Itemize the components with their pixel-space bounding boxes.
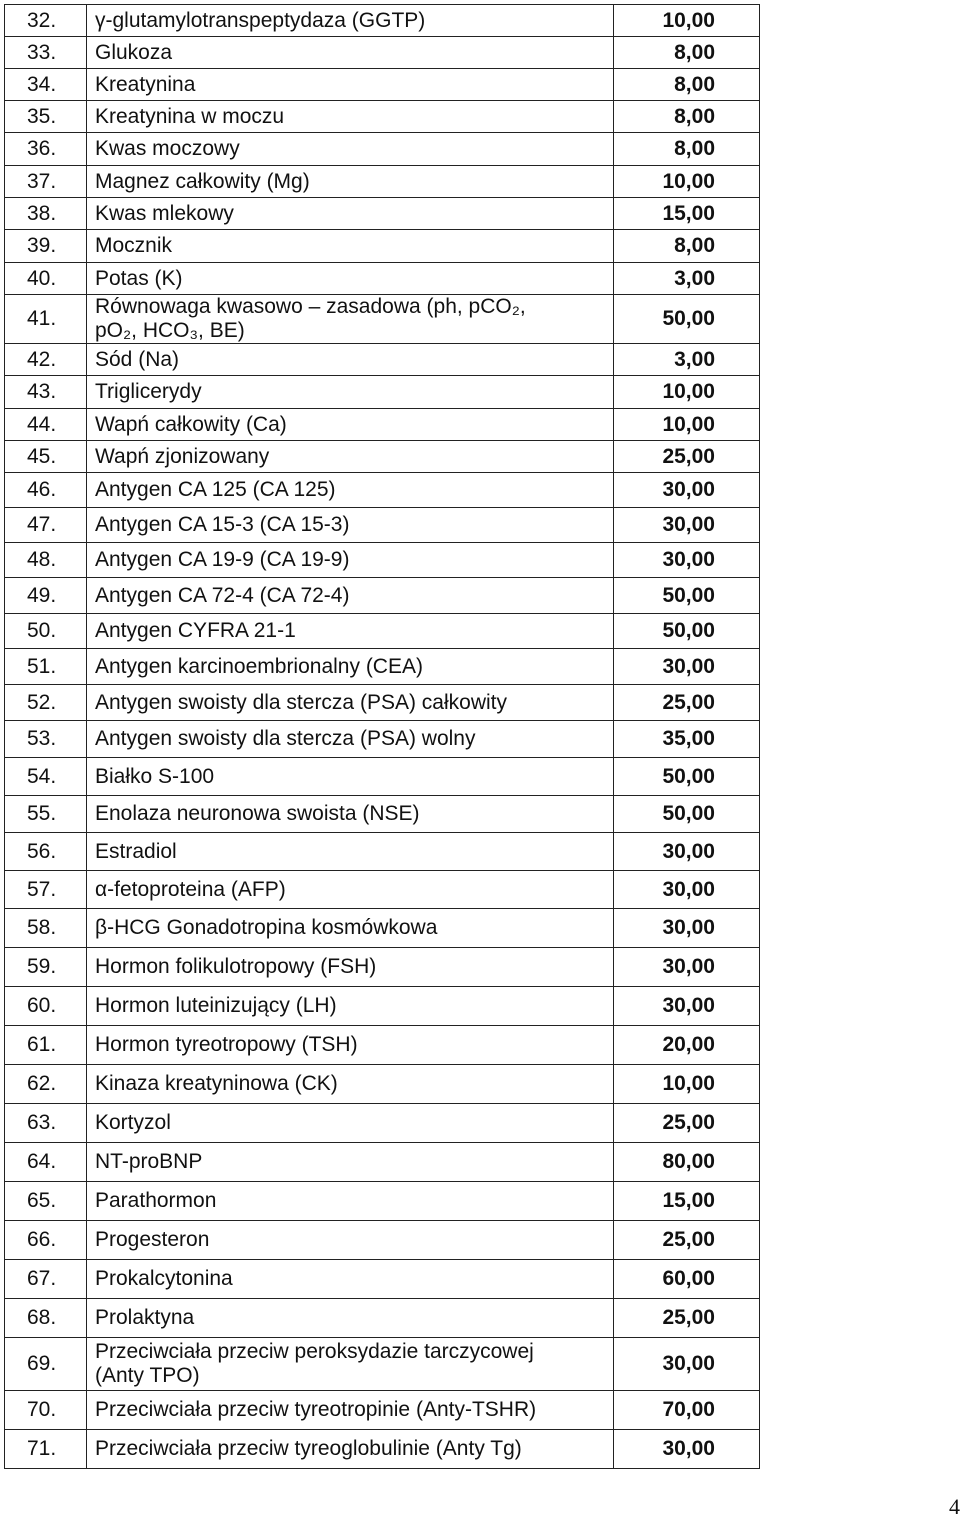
table-row — [5, 833, 760, 871]
test-price: 10,00 — [614, 5, 760, 37]
test-name-line: Potas (K) — [95, 266, 183, 290]
table-row — [5, 441, 760, 473]
test-price: 8,00 — [614, 133, 760, 166]
test-price: 70,00 — [614, 1391, 760, 1430]
row-number: 44. — [5, 409, 87, 441]
test-name-line: Antygen CYFRA 21-1 — [95, 619, 296, 642]
row-number: 32. — [5, 5, 87, 37]
test-price: 10,00 — [614, 166, 760, 198]
test-name — [87, 909, 614, 948]
test-name — [87, 543, 614, 578]
test-name — [87, 1430, 614, 1469]
row-number: 69. — [5, 1338, 87, 1391]
row-number: 42. — [5, 344, 87, 376]
test-name-line: Kreatynina — [95, 72, 196, 96]
table-row — [5, 1104, 760, 1143]
test-price: 15,00 — [614, 198, 760, 230]
test-name — [87, 69, 614, 101]
test-name-line: Prokalcytonina — [95, 1267, 233, 1290]
table-row — [5, 101, 760, 133]
row-number: 51. — [5, 649, 87, 685]
test-price: 50,00 — [614, 614, 760, 649]
test-price: 3,00 — [614, 263, 760, 295]
test-name-line: NT-proBNP — [95, 1150, 203, 1173]
test-name — [87, 948, 614, 987]
test-price: 35,00 — [614, 721, 760, 758]
row-number: 49. — [5, 578, 87, 614]
test-name-line: Kreatynina w moczu — [95, 104, 285, 128]
test-name — [87, 376, 614, 409]
test-name — [87, 37, 614, 69]
table-row — [5, 473, 760, 508]
test-name-line: Przeciwciała przeciw peroksydazie tarczycowej — [95, 1340, 534, 1363]
test-name-line: Hormon folikulotropowy (FSH) — [95, 955, 377, 978]
test-name-line: Antygen CA 19-9 (CA 19-9) — [95, 548, 350, 571]
test-name-line: Antygen CA 72-4 (CA 72-4) — [95, 583, 350, 607]
table-row — [5, 409, 760, 441]
test-price: 10,00 — [614, 1065, 760, 1104]
table-row — [5, 133, 760, 166]
test-name-line: Hormon tyreotropowy (TSH) — [95, 1033, 358, 1056]
table-row — [5, 69, 760, 101]
test-price: 30,00 — [614, 871, 760, 909]
test-name — [87, 263, 614, 295]
test-name-line: Magnez całkowity (Mg) — [95, 169, 310, 193]
test-name — [87, 441, 614, 473]
table-row — [5, 796, 760, 833]
test-price: 30,00 — [614, 909, 760, 948]
row-number: 54. — [5, 758, 87, 796]
row-number: 35. — [5, 101, 87, 133]
table-row — [5, 5, 760, 37]
test-name — [87, 649, 614, 685]
table-row — [5, 37, 760, 69]
test-name-line: Kwas mlekowy — [95, 201, 234, 225]
test-price: 80,00 — [614, 1143, 760, 1182]
test-price: 8,00 — [614, 37, 760, 69]
test-name — [87, 101, 614, 133]
test-name — [87, 1182, 614, 1221]
price-table — [4, 4, 760, 1469]
test-name — [87, 721, 614, 758]
test-name — [87, 409, 614, 441]
test-price: 8,00 — [614, 69, 760, 101]
table-row — [5, 721, 760, 758]
row-number: 70. — [5, 1391, 87, 1430]
test-name — [87, 1143, 614, 1182]
test-name-line: Progesteron — [95, 1228, 210, 1251]
test-name-line: Triglicerydy — [95, 380, 202, 403]
row-number: 43. — [5, 376, 87, 409]
test-name-line: Prolaktyna — [95, 1306, 195, 1329]
test-price: 8,00 — [614, 101, 760, 133]
test-name — [87, 987, 614, 1026]
row-number: 38. — [5, 198, 87, 230]
test-price: 30,00 — [614, 1430, 760, 1469]
test-name-line: Wapń zjonizowany — [95, 444, 270, 468]
test-name-line: Antygen karcinoembrionalny (CEA) — [95, 654, 423, 678]
row-number: 67. — [5, 1260, 87, 1299]
table-row — [5, 871, 760, 909]
row-number: 53. — [5, 721, 87, 758]
row-number: 68. — [5, 1299, 87, 1338]
table-row — [5, 543, 760, 578]
test-name-line: Mocznik — [95, 234, 173, 257]
row-number: 45. — [5, 441, 87, 473]
table-row — [5, 376, 760, 409]
row-number: 47. — [5, 508, 87, 543]
table-row — [5, 230, 760, 263]
test-name-line: Białko S-100 — [95, 764, 215, 788]
test-name-line: Przeciwciała przeciw tyreotropinie (Anty-TSHR) — [95, 1398, 537, 1421]
row-number: 40. — [5, 263, 87, 295]
row-number: 56. — [5, 833, 87, 871]
test-name-line: α-fetoproteina (AFP) — [95, 877, 286, 901]
test-name — [87, 1026, 614, 1065]
test-name — [87, 133, 614, 166]
table-row — [5, 1338, 760, 1391]
test-price: 30,00 — [614, 948, 760, 987]
row-number: 64. — [5, 1143, 87, 1182]
test-price: 50,00 — [614, 796, 760, 833]
test-name-line: Przeciwciała przeciw tyreoglobulinie (Anty Tg) — [95, 1437, 522, 1460]
test-name — [87, 5, 614, 37]
test-price: 10,00 — [614, 376, 760, 409]
row-number: 66. — [5, 1221, 87, 1260]
test-price: 25,00 — [614, 1221, 760, 1260]
table-row — [5, 909, 760, 948]
table-row — [5, 1430, 760, 1469]
test-name-line: Estradiol — [95, 839, 177, 863]
row-number: 46. — [5, 473, 87, 508]
test-price: 30,00 — [614, 473, 760, 508]
row-number: 60. — [5, 987, 87, 1026]
test-name — [87, 1221, 614, 1260]
test-name-line: Parathormon — [95, 1189, 217, 1212]
table-row — [5, 1065, 760, 1104]
test-price: 25,00 — [614, 685, 760, 721]
test-name-line-2: (Anty TPO) — [95, 1364, 200, 1387]
row-number: 65. — [5, 1182, 87, 1221]
test-name-line: Antygen CA 125 (CA 125) — [95, 478, 336, 501]
test-price: 30,00 — [614, 543, 760, 578]
test-name-line: Równowaga kwasowo – zasadowa (ph, pCO₂, — [95, 295, 526, 318]
test-name — [87, 344, 614, 376]
test-name — [87, 473, 614, 508]
test-name — [87, 796, 614, 833]
table-row — [5, 295, 760, 344]
test-price: 50,00 — [614, 578, 760, 614]
test-name-line-2: pO₂, HCO₃, BE) — [95, 319, 245, 342]
test-name-line: Kinaza kreatyninowa (CK) — [95, 1072, 338, 1095]
test-price: 50,00 — [614, 758, 760, 796]
row-number: 58. — [5, 909, 87, 948]
test-name — [87, 1391, 614, 1430]
row-number: 52. — [5, 685, 87, 721]
row-number: 36. — [5, 133, 87, 166]
page-number: 4 — [949, 1494, 960, 1519]
test-name-line: Hormon luteinizujący (LH) — [95, 994, 337, 1017]
test-name — [87, 1338, 614, 1391]
test-name-line: Antygen swoisty dla stercza (PSA) wolny — [95, 727, 476, 750]
row-number: 57. — [5, 871, 87, 909]
test-name-line: β-HCG Gonadotropina kosmówkowa — [95, 916, 438, 939]
table-row — [5, 1182, 760, 1221]
test-name — [87, 578, 614, 614]
test-name — [87, 508, 614, 543]
test-name — [87, 198, 614, 230]
test-name — [87, 230, 614, 263]
row-number: 34. — [5, 69, 87, 101]
test-price: 20,00 — [614, 1026, 760, 1065]
test-name — [87, 614, 614, 649]
test-price: 8,00 — [614, 230, 760, 263]
row-number: 39. — [5, 230, 87, 263]
test-name-line: Antygen CA 15-3 (CA 15-3) — [95, 513, 350, 536]
test-name — [87, 1104, 614, 1143]
table-row — [5, 614, 760, 649]
test-name-line: Enolaza neuronowa swoista (NSE) — [95, 802, 420, 825]
test-price: 25,00 — [614, 441, 760, 473]
table-row — [5, 578, 760, 614]
test-name — [87, 758, 614, 796]
test-name — [87, 685, 614, 721]
table-body — [5, 5, 760, 1469]
table-row — [5, 1221, 760, 1260]
test-name-line: Sód (Na) — [95, 347, 180, 371]
test-price: 50,00 — [614, 295, 760, 344]
test-name-line: Kortyzol — [95, 1111, 171, 1134]
test-price: 30,00 — [614, 508, 760, 543]
row-number: 59. — [5, 948, 87, 987]
row-number: 50. — [5, 614, 87, 649]
table-row — [5, 166, 760, 198]
test-price: 3,00 — [614, 344, 760, 376]
table-row — [5, 987, 760, 1026]
table-row — [5, 1260, 760, 1299]
test-name — [87, 295, 614, 344]
table-row — [5, 1143, 760, 1182]
test-price: 30,00 — [614, 1338, 760, 1391]
row-number: 48. — [5, 543, 87, 578]
row-number: 37. — [5, 166, 87, 198]
test-name-line: Antygen swoisty dla stercza (PSA) całkowity — [95, 690, 507, 714]
table-row — [5, 649, 760, 685]
row-number: 41. — [5, 295, 87, 344]
test-price: 25,00 — [614, 1299, 760, 1338]
test-name — [87, 1299, 614, 1338]
test-name — [87, 1260, 614, 1299]
table-row — [5, 758, 760, 796]
test-price: 30,00 — [614, 833, 760, 871]
row-number: 33. — [5, 37, 87, 69]
test-price: 30,00 — [614, 649, 760, 685]
table-row — [5, 198, 760, 230]
row-number: 61. — [5, 1026, 87, 1065]
test-name — [87, 833, 614, 871]
test-name — [87, 871, 614, 909]
test-name — [87, 166, 614, 198]
test-name — [87, 1065, 614, 1104]
test-price: 10,00 — [614, 409, 760, 441]
table-row — [5, 1391, 760, 1430]
table-row — [5, 344, 760, 376]
row-number: 62. — [5, 1065, 87, 1104]
test-name-line: Kwas moczowy — [95, 137, 240, 160]
table-row — [5, 263, 760, 295]
row-number: 55. — [5, 796, 87, 833]
table-row — [5, 508, 760, 543]
test-name-line: Glukoza — [95, 40, 173, 64]
test-name-line: Wapń całkowity (Ca) — [95, 412, 287, 436]
test-price: 15,00 — [614, 1182, 760, 1221]
table-row — [5, 1026, 760, 1065]
row-number: 71. — [5, 1430, 87, 1469]
test-price: 30,00 — [614, 987, 760, 1026]
table-row — [5, 1299, 760, 1338]
table-row — [5, 948, 760, 987]
test-price: 25,00 — [614, 1104, 760, 1143]
test-name-line: γ-glutamylotranspeptydaza (GGTP) — [95, 8, 426, 32]
table-row — [5, 685, 760, 721]
row-number: 63. — [5, 1104, 87, 1143]
test-price: 60,00 — [614, 1260, 760, 1299]
